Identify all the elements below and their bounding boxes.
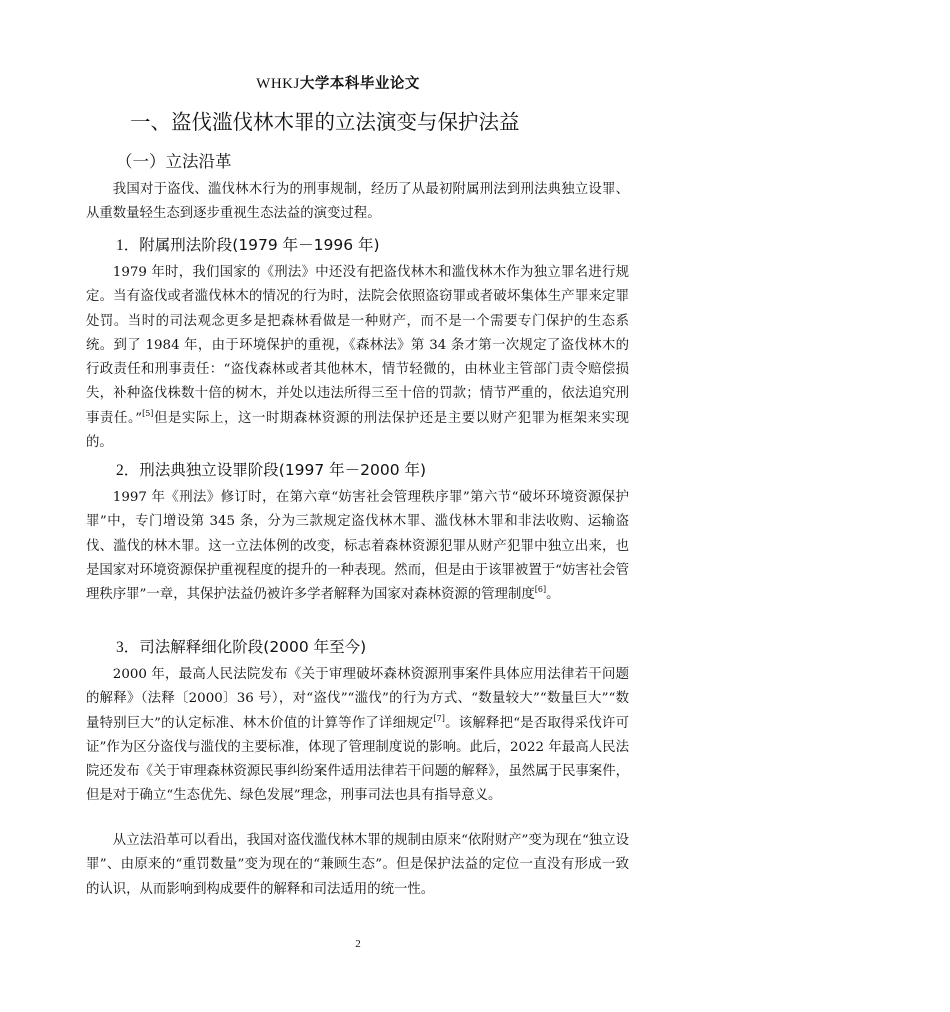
citation-7: [7] (433, 713, 445, 723)
running-header-label: 大学本科毕业论文 (299, 76, 420, 92)
subsection-title-1 (116, 233, 380, 255)
subsection-text-1: 附属刑法阶段(1979 年－1996 年) (139, 236, 380, 254)
paragraph-intro: 我国对于盗伐、滥伐林木行为的刑事规制，经历了从最初附属刑法到刑法典独立设罪、从重数量轻生态到逐步重视生态法益的演变过程。 (86, 182, 629, 222)
subsection-number-3: 3． (116, 639, 140, 656)
subsection-number-2: 2． (116, 462, 140, 479)
paragraph-stage-3-tail: 。该解释把“是否取得采伐许可证”作为区分盗伐与滥伐的主要标准，体现了管理制度说的影响。此后，2022 年最高人民法院还发布《关于审理森林资源民事纠纷案件适用法律若干问题的解释》，虽然属于民事案件，但是对于确立“生态优先、绿色发展”理念，刑事司法也具有指导意义。 (86, 715, 629, 804)
paragraph-stage-1-body: 1979 年时，我们国家的《刑法》中还没有把盗伐林木和滥伐林木作为独立罪名进行规定。当有盗伐或者滥伐林木的情况的行为时，法院会依照盗窃罪或者破坏集体生产罪来定罪处罚。当时的司法观念更多是把森林看做是一种财产，而不是一个需要专门保护的生态系统。到了 1984 年，由于环境保护的重视，《森林法》第 34 条才第一次规定了盗伐林木的行政责任和刑事责任：“盗伐森林或者其他林木，情节轻微的，由林业主管部门责令赔偿损失，补种盗伐株数十倍的树木，并处以违法所得三至十倍的罚款；情节严重的，依法追究刑事责任。” (86, 265, 629, 426)
paragraph-stage-1 (86, 261, 629, 455)
subsection-title-2 (116, 458, 426, 480)
paragraph-stage-2-tail: 。 (546, 587, 560, 603)
paragraph-stage-3-body: 2000 年，最高人民法院发布《关于审理破坏森林资源刑事案件具体应用法律若干问题的解释》（法释〔2000〕36 号），对“盗伐”“滥伐”的行为方式、“数量较大”“数量巨大”“数量特别巨大”的认定标准、林木价值的计算等作了详细规定 (86, 667, 629, 731)
running-header (0, 72, 676, 93)
paragraph-stage-1-tail: 但是实际上，这一时期森林资源的刑法保护还是主要以财产犯罪为框架来实现的。 (86, 410, 629, 451)
paragraph-summary: 从立法沿革可以看出，我国对盗伐滥伐林木罪的规制由原来“依附财产”变为现在“独立设罪”、由原来的“重罚数量”变为现在的“兼顾生态”。但是保护法益的定位一直没有形成一致的认识，从而影响到构成要件的解释和司法适用的统一性。 (86, 833, 629, 897)
paragraph-stage-2 (86, 486, 629, 607)
subsection-title-3 (116, 635, 366, 657)
citation-6: [6] (534, 585, 547, 595)
running-header-school: WHKJ (256, 76, 300, 92)
page-number: 2 (355, 938, 361, 950)
chapter-title: 一、盗伐滥伐林木罪的立法演变与保护法益 (130, 110, 520, 134)
subsection-number-1: 1． (116, 237, 140, 254)
citation-5: [5] (142, 408, 154, 418)
paragraph-stage-3 (86, 663, 629, 809)
section-title: （一）立法沿革 (116, 152, 232, 171)
subsection-text-3: 司法解释细化阶段(2000 年至今) (139, 638, 367, 656)
subsection-text-2: 刑法典独立设罪阶段(1997 年－2000 年) (139, 461, 427, 479)
paragraph-stage-2-body: 1997 年《刑法》修订时，在第六章“妨害社会管理秩序罪”第六节“破坏环境资源保护罪”中，专门增设第 345 条，分为三款规定盗伐林木罪、滥伐林木罪和非法收购、运输盗伐、滥伐的林木罪。这一立法体例的改变，标志着森林资源犯罪从财产犯罪中独立出来，也是国家对环境资源保护重视程度的提升的一种表现。然而，但是由于该罪被置于“妨害社会管理秩序罪”一章，其保护法益仍被许多学者解释为国家对森林资源的管理制度 (86, 490, 629, 603)
